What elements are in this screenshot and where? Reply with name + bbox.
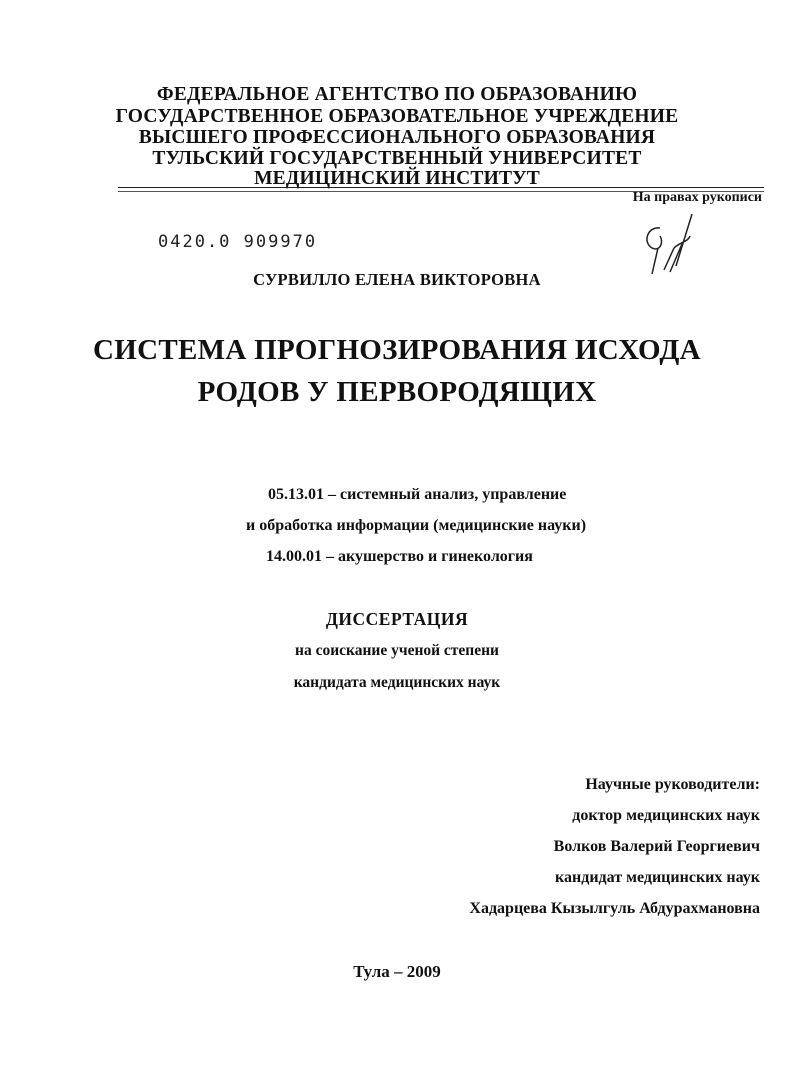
supervisor-1-name: Волков Валерий Георгиевич [553,838,760,855]
dissertation-heading: ДИССЕРТАЦИЯ [325,609,469,629]
degree-line-2: кандидата медицинских наук [293,674,501,691]
specialty-line-1: 05.13.01 – системный анализ, управление [268,486,567,503]
header-line-1: ФЕДЕРАЛЬНОЕ АГЕНТСТВО ПО ОБРАЗОВАНИЮ [156,84,638,105]
specialty-line-3: 14.00.01 – акушерство и гинекология [266,548,533,565]
header-line-5: МЕДИЦИНСКИЙ ИНСТИТУТ [254,168,540,189]
degree-line-1: на соискание ученой степени [295,642,499,659]
author-name: СУРВИЛЛО ЕЛЕНА ВИКТОРОВНА [253,270,541,289]
specialty-line-2: и обработка информации (медицинские науки) [246,517,587,534]
dissertation-title-line-1: СИСТЕМА ПРОГНОЗИРОВАНИЯ ИСХОДА [93,334,701,366]
header-line-3: ВЫСШЕГО ПРОФЕССИОНАЛЬНОГО ОБРАЗОВАНИЯ [138,127,656,148]
header-line-4: ТУЛЬСКИЙ ГОСУДАРСТВЕННЫЙ УНИВЕРСИТЕТ [152,148,642,169]
dissertation-title-line-2: РОДОВ У ПЕРВОРОДЯЩИХ [197,376,597,408]
city-year: Тула – 2009 [353,962,441,981]
supervisor-2-degree: кандидат медицинских наук [555,869,760,886]
signature [630,208,710,278]
supervisor-1-degree: доктор медицинских наук [572,807,760,824]
supervisors-heading: Научные руководители: [585,776,760,793]
archive-stamp-number: 0420.0 909970 [158,232,318,252]
header-divider [118,187,764,188]
manuscript-note: На правах рукописи [632,190,762,205]
supervisor-2-name: Хадарцева Кызылгуль Абдурахмановна [469,900,760,917]
header-line-2: ГОСУДАРСТВЕННОЕ ОБРАЗОВАТЕЛЬНОЕ УЧРЕЖДЕНИЕ [115,106,679,127]
